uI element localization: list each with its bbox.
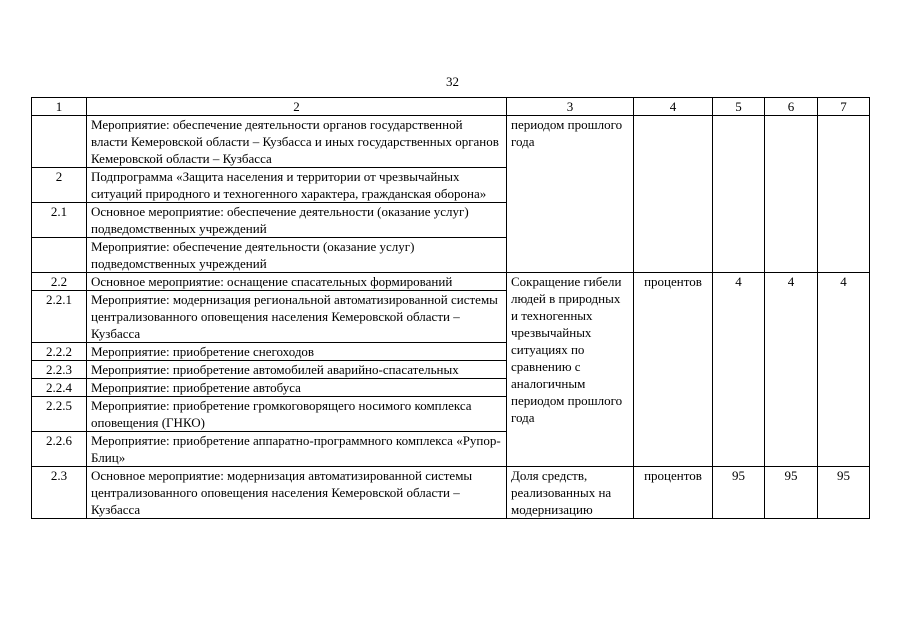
row-code-cell: 2.2.1: [32, 291, 87, 343]
value-cell-6: [765, 116, 818, 273]
indicators-table: [31, 97, 870, 519]
header-cell-2: 2: [87, 98, 507, 116]
table-row: [32, 116, 870, 168]
table-row: [32, 467, 870, 519]
page-number: 32: [446, 74, 459, 89]
header-cell-1: 1: [32, 98, 87, 116]
row-code-cell: 2.2.2: [32, 343, 87, 361]
value-cell-7: 95: [818, 467, 870, 519]
row-description-cell: Мероприятие: обеспечение деятельности (оказание услуг) подведомственных учреждений: [87, 238, 507, 273]
row-description-cell: Мероприятие: приобретение громкоговорящего носимого комплекса оповещения (ГНКО): [87, 397, 507, 432]
unit-cell: [634, 116, 713, 273]
row-description-cell: Мероприятие: обеспечение деятельности органов государственной власти Кемеровской области – Кузбасса и иных государственных органов Кемеровской области – Кузбасса: [87, 116, 507, 168]
table-header-row: [32, 98, 870, 116]
header-cell-3: 3: [507, 98, 634, 116]
indicator-cell: Доля средств, реализованных на модернизацию: [507, 467, 634, 519]
value-cell-6: 4: [765, 273, 818, 467]
row-code-cell: 2.3: [32, 467, 87, 519]
header-cell-5: 5: [713, 98, 765, 116]
row-code-cell: [32, 116, 87, 168]
row-description-cell: Мероприятие: приобретение автобуса: [87, 379, 507, 397]
indicator-cell: периодом прошлого года: [507, 116, 634, 273]
header-cell-6: 6: [765, 98, 818, 116]
value-cell-7: [818, 116, 870, 273]
row-description-cell: Мероприятие: приобретение автомобилей аварийно-спасательных: [87, 361, 507, 379]
row-description-cell: Мероприятие: модернизация региональной автоматизированной системы централизованного оповещения населения Кемеровской области – Кузбасса: [87, 291, 507, 343]
row-code-cell: 2.1: [32, 203, 87, 238]
row-code-cell: 2.2.5: [32, 397, 87, 432]
value-cell-5: [713, 116, 765, 273]
row-code-cell: 2.2.6: [32, 432, 87, 467]
header-cell-7: 7: [818, 98, 870, 116]
table-row: [32, 273, 870, 291]
row-code-cell: 2: [32, 168, 87, 203]
row-description-cell: Мероприятие: приобретение снегоходов: [87, 343, 507, 361]
row-description-cell: Основное мероприятие: обеспечение деятельности (оказание услуг) подведомственных учреждений: [87, 203, 507, 238]
row-code-cell: [32, 238, 87, 273]
indicator-cell: Сокращение гибели людей в природных и техногенных чрезвычайных ситуациях по сравнению с аналогичным периодом прошлого года: [507, 273, 634, 467]
row-description-cell: Основное мероприятие: модернизация автоматизированной системы централизованного оповещения населения Кемеровской области – Кузбасса: [87, 467, 507, 519]
value-cell-6: 95: [765, 467, 818, 519]
value-cell-7: 4: [818, 273, 870, 467]
row-code-cell: 2.2: [32, 273, 87, 291]
value-cell-5: 4: [713, 273, 765, 467]
unit-cell: процентов: [634, 273, 713, 467]
row-description-cell: Основное мероприятие: оснащение спасательных формирований: [87, 273, 507, 291]
unit-cell: процентов: [634, 467, 713, 519]
row-description-cell: Мероприятие: приобретение аппаратно-программного комплекса «Рупор-Блиц»: [87, 432, 507, 467]
row-code-cell: 2.2.4: [32, 379, 87, 397]
header-cell-4: 4: [634, 98, 713, 116]
value-cell-5: 95: [713, 467, 765, 519]
row-description-cell: Подпрограмма «Защита населения и территории от чрезвычайных ситуаций природного и техногенного характера, гражданская оборона»: [87, 168, 507, 203]
row-code-cell: 2.2.3: [32, 361, 87, 379]
